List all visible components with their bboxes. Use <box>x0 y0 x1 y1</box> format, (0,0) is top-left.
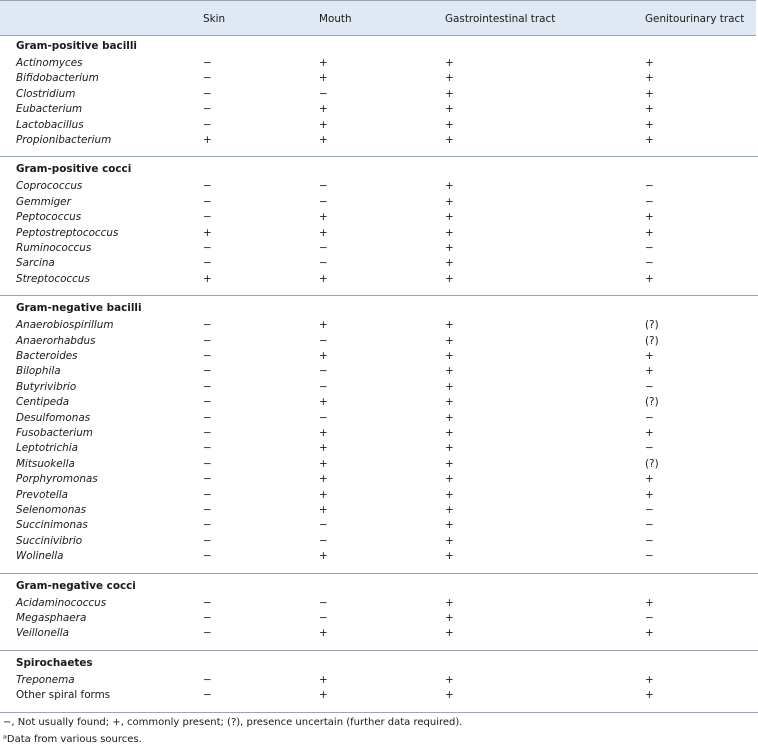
mouth-value: + <box>319 350 328 362</box>
gastrointestinal-value: + <box>445 488 454 501</box>
gastrointestinal-value: + <box>445 134 454 146</box>
gastrointestinal-value: + <box>445 411 454 424</box>
table-row <box>0 627 758 642</box>
mouth-value: + <box>319 689 328 702</box>
genitourinary-value: + <box>645 488 654 501</box>
skin-value: − <box>203 380 212 393</box>
genitourinary-value: − <box>645 612 654 624</box>
gastrointestinal-value: + <box>445 457 454 470</box>
mouth-value: + <box>319 103 328 116</box>
organism-name: Butyrivibrio <box>16 380 77 393</box>
table-row <box>0 597 758 612</box>
organism-name: Fusobacterium <box>16 427 93 439</box>
genitourinary-value: − <box>645 257 654 270</box>
table-row <box>0 674 758 689</box>
skin-value: − <box>203 87 212 100</box>
genitourinary-value: + <box>645 350 654 362</box>
skin-value: + <box>203 134 212 146</box>
table-row <box>0 196 758 211</box>
organism-name: Peptostreptococcus <box>16 226 119 239</box>
genitourinary-value: (?) <box>645 457 659 470</box>
organism-name: Bifidobacterium <box>16 72 99 85</box>
gastrointestinal-value: + <box>445 627 454 640</box>
gastrointestinal-value: + <box>445 519 454 532</box>
organism-name: Wolinella <box>16 550 64 563</box>
organism-name: Mitsuokella <box>16 457 75 470</box>
organism-name: Streptococcus <box>16 272 90 285</box>
skin-value: − <box>203 596 212 609</box>
skin-value: − <box>203 257 212 270</box>
mouth-value: + <box>319 72 328 85</box>
group-title: Gram-positive cocci <box>16 163 132 176</box>
genitourinary-value: − <box>645 380 654 393</box>
skin-value: − <box>203 627 212 640</box>
organism-name: Bacteroides <box>16 350 78 362</box>
group-divider <box>0 156 758 157</box>
gastrointestinal-value: + <box>445 103 454 116</box>
gastrointestinal-value: + <box>445 473 454 486</box>
table-row <box>0 72 758 87</box>
genitourinary-value: (?) <box>645 319 659 332</box>
organism-name: Centipeda <box>16 396 70 409</box>
column-header-skin: Skin <box>203 13 226 25</box>
table-row <box>0 88 758 103</box>
skin-value: − <box>203 319 212 332</box>
genitourinary-value: + <box>645 473 654 486</box>
group-title: Gram-negative bacilli <box>16 302 142 315</box>
table-row <box>0 227 758 242</box>
genitourinary-value: − <box>645 519 654 532</box>
table-row <box>0 257 758 272</box>
column-header-gastrointestinal: Gastrointestinal tract <box>445 13 556 25</box>
group-title: Gram-negative cocci <box>16 579 136 592</box>
genitourinary-value: + <box>645 272 654 285</box>
genitourinary-value: − <box>645 195 654 208</box>
genitourinary-value: − <box>645 504 654 516</box>
gastrointestinal-value: + <box>445 242 454 254</box>
mouth-value: + <box>319 673 328 686</box>
skin-value: − <box>203 195 212 208</box>
mouth-value: + <box>319 118 328 131</box>
gastrointestinal-value: + <box>445 442 454 455</box>
skin-value: − <box>203 612 212 624</box>
genitourinary-value: − <box>645 534 654 547</box>
organism-name: Lactobacillus <box>16 118 84 131</box>
gastrointestinal-value: + <box>445 118 454 131</box>
table-row <box>0 180 758 195</box>
organism-name: Bilophila <box>16 365 61 378</box>
gastrointestinal-value: + <box>445 550 454 563</box>
mouth-value: − <box>319 334 328 347</box>
gastrointestinal-value: + <box>445 689 454 702</box>
gastrointestinal-value: + <box>445 180 454 193</box>
gastrointestinal-value: + <box>445 612 454 624</box>
organism-name: Leptotrichia <box>16 442 78 455</box>
skin-value: − <box>203 427 212 439</box>
table-row <box>0 396 758 411</box>
skin-value: − <box>203 365 212 378</box>
table-row <box>0 57 758 72</box>
mouth-value: − <box>319 242 328 254</box>
skin-value: − <box>203 242 212 254</box>
mouth-value: + <box>319 457 328 470</box>
skin-value: − <box>203 72 212 85</box>
genitourinary-value: + <box>645 427 654 439</box>
organism-name: Eubacterium <box>16 103 83 116</box>
organism-name: Acidaminococcus <box>16 596 107 609</box>
gastrointestinal-value: + <box>445 596 454 609</box>
mouth-value: − <box>319 534 328 547</box>
skin-value: − <box>203 519 212 532</box>
table-row <box>0 381 758 396</box>
table-row <box>0 519 758 534</box>
genitourinary-value: − <box>645 550 654 563</box>
genitourinary-value: + <box>645 673 654 686</box>
skin-value: − <box>203 534 212 547</box>
organism-name: Ruminococcus <box>16 242 92 254</box>
mouth-value: − <box>319 365 328 378</box>
organism-name: Selenomonas <box>16 504 87 516</box>
group-divider <box>0 295 758 296</box>
skin-value: − <box>203 118 212 131</box>
gastrointestinal-value: + <box>445 427 454 439</box>
skin-value: − <box>203 350 212 362</box>
table-row <box>0 273 758 288</box>
organism-name: Desulfomonas <box>16 411 91 424</box>
genitourinary-value: + <box>645 103 654 116</box>
mouth-value: + <box>319 504 328 516</box>
table-row <box>0 350 758 365</box>
gastrointestinal-value: + <box>445 72 454 85</box>
organism-name: Anaerorhabdus <box>16 334 96 347</box>
genitourinary-value: + <box>645 134 654 146</box>
table-row <box>0 504 758 519</box>
skin-value: + <box>203 226 212 239</box>
table-row <box>0 412 758 427</box>
gastrointestinal-value: + <box>445 365 454 378</box>
genitourinary-value: − <box>645 242 654 254</box>
table-row <box>0 442 758 457</box>
table-row <box>0 458 758 473</box>
group-divider <box>0 712 758 713</box>
table-row <box>0 134 758 149</box>
organism-name: Anaerobiospirillum <box>16 319 114 332</box>
genitourinary-value: + <box>645 226 654 239</box>
organism-name: Succinimonas <box>16 519 88 532</box>
skin-value: − <box>203 473 212 486</box>
organism-name: Clostridium <box>16 87 76 100</box>
gastrointestinal-value: + <box>445 272 454 285</box>
mouth-value: + <box>319 442 328 455</box>
group-divider <box>0 573 758 574</box>
genitourinary-value: − <box>645 411 654 424</box>
mouth-value: + <box>319 211 328 224</box>
skin-value: − <box>203 689 212 702</box>
column-header-mouth: Mouth <box>319 13 352 25</box>
gastrointestinal-value: + <box>445 211 454 224</box>
organism-name: Coprococcus <box>16 180 83 193</box>
table-row <box>0 550 758 565</box>
mouth-value: + <box>319 319 328 332</box>
gastrointestinal-value: + <box>445 57 454 69</box>
skin-value: − <box>203 411 212 424</box>
organism-name: Gemmiger <box>16 195 71 208</box>
skin-value: − <box>203 457 212 470</box>
organism-name: Veillonella <box>16 627 70 640</box>
table-row <box>0 612 758 627</box>
skin-value: − <box>203 442 212 455</box>
table-row <box>0 365 758 380</box>
table-row <box>0 535 758 550</box>
organism-name: Propionibacterium <box>16 134 112 146</box>
mouth-value: + <box>319 627 328 640</box>
gastrointestinal-value: + <box>445 504 454 516</box>
genitourinary-value: + <box>645 57 654 69</box>
mouth-value: − <box>319 257 328 270</box>
mouth-value: + <box>319 134 328 146</box>
skin-value: − <box>203 211 212 224</box>
genitourinary-value: + <box>645 72 654 85</box>
organism-name: Peptococcus <box>16 211 82 224</box>
table-legend: −, Not usually found; +, commonly present; (?), presence uncertain (further data required). <box>3 717 463 728</box>
organism-name: Porphyromonas <box>16 473 98 486</box>
genitourinary-value: + <box>645 365 654 378</box>
table-source-note: ᵃData from various sources. <box>3 734 142 745</box>
skin-value: − <box>203 673 212 686</box>
skin-value: + <box>203 272 212 285</box>
group-divider <box>0 650 758 651</box>
gastrointestinal-value: + <box>445 396 454 409</box>
group-title: Gram-positive bacilli <box>16 40 137 52</box>
mouth-value: + <box>319 226 328 239</box>
table-row <box>0 427 758 442</box>
genitourinary-value: + <box>645 627 654 640</box>
skin-value: − <box>203 334 212 347</box>
organism-name: Succinivibrio <box>16 534 83 547</box>
gastrointestinal-value: + <box>445 257 454 270</box>
mouth-value: − <box>319 612 328 624</box>
mouth-value: − <box>319 596 328 609</box>
skin-value: − <box>203 550 212 563</box>
mouth-value: + <box>319 272 328 285</box>
gastrointestinal-value: + <box>445 350 454 362</box>
skin-value: − <box>203 504 212 516</box>
table-row <box>0 489 758 504</box>
genitourinary-value: − <box>645 180 654 193</box>
table-row <box>0 211 758 226</box>
gastrointestinal-value: + <box>445 334 454 347</box>
table-header <box>0 0 756 36</box>
genitourinary-value: + <box>645 596 654 609</box>
gastrointestinal-value: + <box>445 226 454 239</box>
column-header-genitourinary: Genitourinary tract <box>645 13 745 25</box>
gastrointestinal-value: + <box>445 673 454 686</box>
mouth-value: − <box>319 195 328 208</box>
table-row <box>0 319 758 334</box>
gastrointestinal-value: + <box>445 87 454 100</box>
mouth-value: + <box>319 550 328 563</box>
organism-name: Actinomyces <box>16 57 83 69</box>
organism-name: Other spiral forms <box>16 689 111 702</box>
organism-name: Sarcina <box>16 257 55 270</box>
organism-name: Treponema <box>16 673 75 686</box>
mouth-value: + <box>319 396 328 409</box>
skin-value: − <box>203 103 212 116</box>
skin-value: − <box>203 180 212 193</box>
organism-name: Prevotella <box>16 488 69 501</box>
gastrointestinal-value: + <box>445 195 454 208</box>
mouth-value: + <box>319 488 328 501</box>
mouth-value: − <box>319 411 328 424</box>
genitourinary-value: (?) <box>645 334 659 347</box>
genitourinary-value: + <box>645 211 654 224</box>
organism-name: Megasphaera <box>16 612 87 624</box>
skin-value: − <box>203 488 212 501</box>
mouth-value: − <box>319 180 328 193</box>
mouth-value: − <box>319 87 328 100</box>
gastrointestinal-value: + <box>445 534 454 547</box>
mouth-value: − <box>319 519 328 532</box>
genitourinary-value: (?) <box>645 396 659 409</box>
mouth-value: − <box>319 380 328 393</box>
genitourinary-value: + <box>645 87 654 100</box>
table-row <box>0 335 758 350</box>
gastrointestinal-value: + <box>445 380 454 393</box>
mouth-value: + <box>319 57 328 69</box>
table-row <box>0 689 758 704</box>
mouth-value: + <box>319 427 328 439</box>
gastrointestinal-value: + <box>445 319 454 332</box>
table-row <box>0 473 758 488</box>
table-row <box>0 119 758 134</box>
genitourinary-value: − <box>645 442 654 455</box>
table-row <box>0 242 758 257</box>
genitourinary-value: + <box>645 689 654 702</box>
skin-value: − <box>203 57 212 69</box>
group-title: Spirochaetes <box>16 656 93 669</box>
table-row <box>0 103 758 118</box>
mouth-value: + <box>319 473 328 486</box>
skin-value: − <box>203 396 212 409</box>
genitourinary-value: + <box>645 118 654 131</box>
